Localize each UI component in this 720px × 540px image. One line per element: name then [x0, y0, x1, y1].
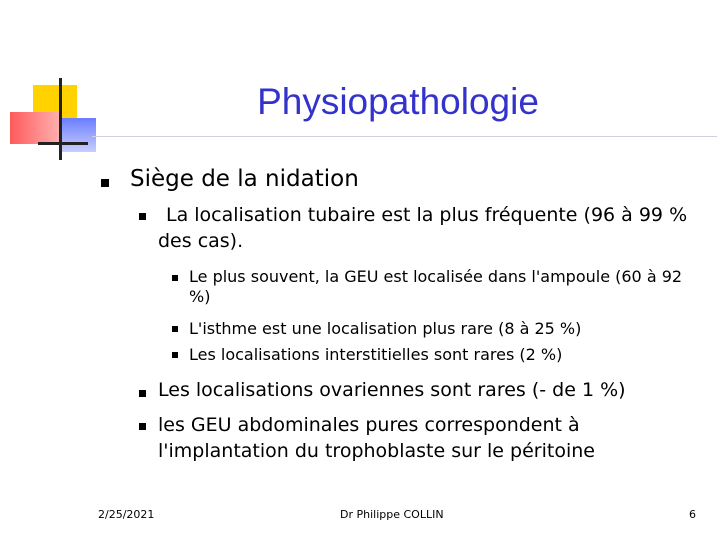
- level2-intro: La localisation tubaire est la plus fréquente (96 à 99 % des cas).: [158, 204, 688, 252]
- bullet-icon: [172, 275, 178, 281]
- bullet-icon: [139, 213, 146, 220]
- level3-item: L'isthme est une localisation plus rare (8 à 25 %): [189, 319, 582, 338]
- bullet-icon: [139, 390, 146, 397]
- level3-item: Les localisations interstitielles sont rares (2 %): [189, 345, 563, 364]
- level1-heading: Siège de la nidation: [130, 166, 359, 192]
- level3-item: Le plus souvent, la GEU est localisée dans l'ampoule (60 à 92 %): [189, 267, 683, 306]
- logo-blue-square: [62, 118, 96, 152]
- footer-author: Dr Philippe COLLIN: [340, 508, 444, 521]
- logo-horizontal-line: [38, 142, 88, 145]
- bullet-icon: [172, 326, 178, 332]
- level2-item: Les localisations ovariennes sont rares (- de 1 %): [158, 379, 626, 401]
- title-divider: [92, 136, 717, 137]
- bullet-icon: [139, 423, 146, 430]
- bullet-icon: [172, 352, 178, 358]
- footer-page-number: 6: [689, 508, 696, 521]
- bullet-icon: [101, 179, 109, 187]
- slide-title: Physiopathologie: [257, 81, 539, 122]
- level2-item: les GEU abdominales pures correspondent à l'implantation du trophoblaste sur le péritoine: [158, 414, 595, 462]
- footer-date: 2/25/2021: [98, 508, 155, 521]
